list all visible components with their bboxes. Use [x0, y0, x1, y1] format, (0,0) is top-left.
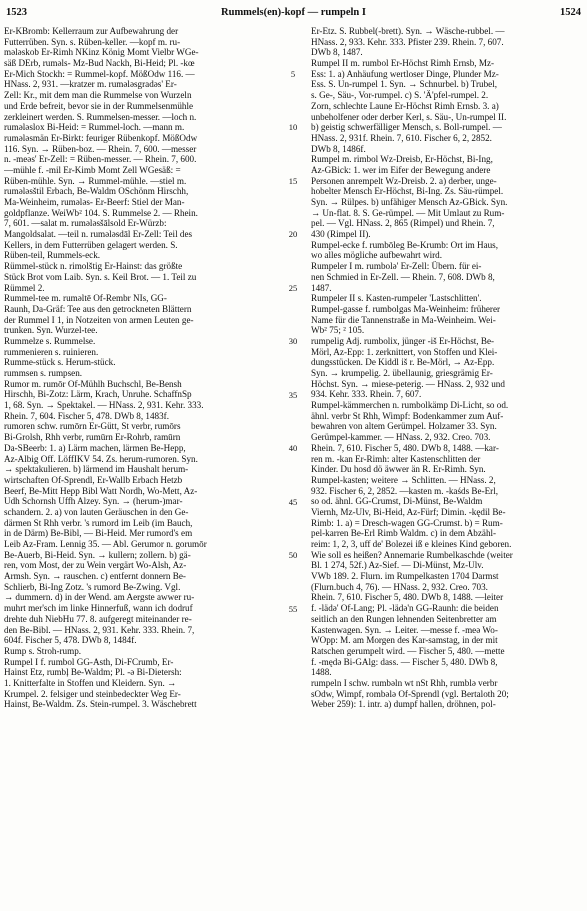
- text-line: Rüben-teil, Rummels-eck.: [4, 250, 101, 261]
- text-line: rumələslox Bi-Heid: = Rummel-loch. —mann m.: [4, 122, 185, 133]
- text-line: Rummel-tee m. ruməltē Of-Rembr NIs, GG-: [4, 293, 167, 304]
- text-line: Rhein. 7, 610. Fischer 5, 480. DWb 8, 1488. —kar-: [311, 442, 499, 453]
- text-line: WOpp: M. am Morgen des Kar-samstag, in der mit: [311, 635, 498, 646]
- text-line: Rhein. 7, 610. Fischer 5, 480. DWb 8, 1488. —leiter: [311, 592, 504, 603]
- text-line: Rumpeler I m. rumbolə' Er-Zell: Übern. für ei-: [311, 261, 482, 272]
- text-line: Ratschen gerumpelt wird. — Fischer 5, 480. —mette: [311, 645, 505, 656]
- text-line: DWb 8, 1486f.: [311, 143, 366, 154]
- left-page-number: 1523: [6, 7, 27, 18]
- text-line: Viernh, Mz-Ulv, Bi-Heid, Az-Fürf; Dimin. -kędil Be-: [311, 506, 506, 517]
- text-line: (Flurn.buch 4, 76). — HNass. 2, 932. Creo. 703.: [311, 581, 488, 592]
- text-line: schandern. 2. a) von lauten Geräuschen in den Ge-: [4, 506, 189, 517]
- text-line: den Be-Bibl. — HNass. 2, 931. Kehr. 333. Rhein. 7,: [4, 624, 195, 635]
- line-number: 5: [290, 68, 296, 79]
- text-line: Rummelze s. Rummelse.: [4, 335, 96, 346]
- text-line: Mangoldsalat. —teil n. rumələsdāl Er-Zell: Teil des: [4, 229, 193, 240]
- text-line: trunken. Syn. Wurzel-tee.: [4, 325, 98, 336]
- text-line: 1487.: [311, 282, 332, 293]
- text-line: ähnl. verbr St Rhh, Wimpf: Bodenkammer zum Auf-: [311, 410, 504, 421]
- text-line: —mühle f. -mil Er-Kimb Momt Zell WGesäß: =: [4, 164, 181, 175]
- text-line: Az-GBick: 1. wer im Eifer der Bewegung andere: [311, 164, 491, 175]
- text-line: Weber 259): 1. intr. a) dumpf hallen, dröhnen, pol-: [311, 699, 496, 710]
- text-line: wirtschaften Of-Sprendl, Er-Wallb Erbach Hetzb: [4, 474, 183, 485]
- text-line: mələskob Er-Rimh NKinz König Momt Vielbr WGe-: [4, 47, 199, 58]
- left-column: [4, 26, 276, 710]
- text-line: 1488.: [311, 667, 332, 678]
- text-line: Ess: 1. a) Anhäufung wertloser Dinge, Plunder Mz-: [311, 68, 499, 79]
- text-line: Rhein. 7, 604. Fischer 5, 478. DWb 8, 1483f.: [4, 410, 169, 421]
- text-line: Rumpel-kämmerchen n. rumbolkämp Di-Licht, so od.: [311, 400, 509, 411]
- text-line: DWb 8, 1487.: [311, 47, 363, 58]
- text-line: hobelter Mensch Er-Höchst, Bi-Ing. Zs. Säu-rümpel.: [311, 186, 504, 197]
- line-number: 55: [288, 603, 298, 614]
- text-line: rumpeln I schw. rumbəln wt nSt Rhh, rumblə verbr: [311, 677, 498, 688]
- text-line: Personen anrempelt Wz-Dreisb. 2. a) derber, unge-: [311, 175, 497, 186]
- line-number: 35: [288, 389, 298, 400]
- text-line: Rümmel 2.: [4, 282, 45, 293]
- text-line: Rümmel-stück n. rimolštig Er-Hainst: das größte: [4, 261, 183, 272]
- text-line: Mörl, Az-Epp: 1. zerknittert, von Stoffen und Klei-: [311, 346, 498, 357]
- text-line: so od. ähnl. GG-Crumst, Di-Münst, Be-Waldm: [311, 496, 483, 507]
- text-line: rumoren schw. rumōrn Er-Gütt, St verbr, rumōrs: [4, 421, 181, 432]
- text-line: Höchst. Syn. → miese-peterig. — HNass. 2, 932 und: [311, 378, 505, 389]
- text-line: Kinder. Du hosd dö äwwer än R. Er-Rimh. Syn.: [311, 464, 486, 475]
- text-line: Rumpeler II s. Kasten-rumpeler 'Lastschlitten'.: [311, 293, 482, 304]
- text-line: 7, 601. —salat m. rumələsšālsold Er-Würzb:: [4, 218, 167, 229]
- line-number: 30: [288, 336, 298, 347]
- text-line: in de Därm) Be-Bibl, — Bi-Heid. Mer rumord's em: [4, 528, 193, 539]
- text-line: Rimb: 1. a) = Dresch-wagen GG-Crumst. b) = Rum-: [311, 517, 503, 528]
- text-line: Be-Auerb, Bi-Heid. Syn. → kullern; zollern. b) gä-: [4, 549, 191, 560]
- text-line: Syn. → Rülpes. b) unfähiger Mensch Az-GBick. Syn.: [311, 197, 508, 207]
- text-line: Rumpel-gasse f. rumbolgas Ma-Weinheim: früherer: [311, 303, 501, 314]
- right-page-number: 1524: [560, 7, 581, 18]
- line-number: 50: [288, 550, 298, 561]
- text-line: Raunh, Da-Gräf: Tee aus den getrockneten Blättern: [4, 303, 192, 314]
- text-line: Rüben-mühle. Syn. → Rummel-mühle. —stiel m.: [4, 175, 187, 186]
- text-line: 932. Fischer 6, 2, 2852. —kasten m. -kaśds Be-Erl,: [311, 485, 499, 496]
- text-line: Rumpel m. rimbol Wz-Dreisb, Er-Höchst, Bi-Ing,: [311, 154, 493, 165]
- text-line: nen Schmied in Er-Zell. — Rhein. 7, 608. DWb 8,: [311, 271, 495, 282]
- text-line: HNass. 2, 933. Kehr. 333. Pfister 239. Rhein. 7, 607.: [311, 36, 504, 47]
- line-number: 40: [288, 443, 298, 454]
- text-line: s. Ge-, Säu-, Vor-rumpel. c) S. 'Ä'pfel-rumpel. 2.: [311, 90, 489, 101]
- text-line: Udh Schornsh Uffh Alzey. Syn. → (herum-)mar-: [4, 496, 183, 507]
- text-line: HNass. 2, 931f. Rhein. 7, 610. Fischer 6, 2, 2852.: [311, 132, 492, 143]
- text-line: pel. — Vgl. HNass. 2, 865 (Rimpel) und Rhein. 7,: [311, 218, 495, 229]
- text-line: sOdw, Wimpf, rombələ Of-Sprendl (vgl. Bertaloth 20;: [311, 688, 509, 699]
- text-line: Hainst Etz, rumbļ Be-Waldm; Pl. -ə Bi-Dietersh:: [4, 667, 182, 678]
- text-line: rumələsmän Er-Birkt: feuriger Rübenkopf. MößOdw: [4, 132, 198, 143]
- text-line: 430 (Rimpel II).: [311, 229, 371, 240]
- text-line: Ma-Weinheim, rumələs- Er-Beerf: Stiel der Man-: [4, 197, 185, 207]
- text-line: → spektakulieren. b) lärmend im Haushalt herum-: [4, 464, 189, 475]
- text-line: därmen St Rhh verbr. 's rumord im Leib (im Bauch,: [4, 517, 193, 528]
- text-line: Zorn, schlechte Laune Er-Höchst Rimh Ernsb. 3. a): [311, 100, 499, 111]
- text-line: Wie soll es heißen? Annemarie Rumbelkaschde (weiter: [311, 549, 513, 560]
- text-line: 604f. Fischer 5, 478. DWb 8, 1484f.: [4, 635, 137, 646]
- text-line: unbeholfener oder derber Kerl, s. Säu-, Un-rumpel II.: [311, 111, 507, 122]
- text-line: HNass. 2, 931. —kratzer m. rumələsgradəs' Er-: [4, 79, 177, 90]
- text-line: Bi-Grolsh, Rhh verbr, rumūrn Er-Rohrb, ramūrn: [4, 432, 181, 443]
- line-number: 45: [288, 496, 298, 507]
- text-line: rummenieren s. ruinieren.: [4, 346, 99, 357]
- text-line: Er-Etz. S. Rubbel(-brett). Syn. → Wäsche-rubbel. —: [311, 26, 505, 36]
- right-column: [311, 26, 583, 710]
- text-line: drehte duh NiebHu 77. 8. aufgeregt miteinander re-: [4, 613, 192, 624]
- running-header: [6, 7, 581, 21]
- text-line: Er-KBromb: Kellerraum zur Aufbewahrung der: [4, 26, 179, 36]
- text-line: Rumpel II m. rumbol Er-Höchst Rimh Ernsb, Mz-: [311, 58, 495, 69]
- text-line: 1. Knitterfalte in Stoffen und Kleidern. Syn. →: [4, 677, 177, 688]
- text-line: Er-Mich Stockh: = Rummel-kopf. MößOdw 116. —: [4, 68, 195, 79]
- text-line: → Un-flat. 8. S. Ge-rümpel. — Mit Umlaut zu Rum-: [311, 207, 505, 218]
- text-line: Rumme-stück s. Herum-stück.: [4, 357, 116, 368]
- text-line: Az-Albig Off. LöffIKV 54. Zs. herum-rumoren. Syn.: [4, 453, 198, 464]
- text-line: seitlich an den Rungen lehnenden Seitenbretter am: [311, 613, 497, 624]
- line-number: 20: [288, 229, 298, 240]
- text-line: VWb 189. 2. Flurn. im Rumpelkasten 1704 Darmst: [311, 571, 499, 582]
- text-line: Rumor m. rumōr Of-Mühlh Buchschl, Be-Bensh: [4, 378, 182, 389]
- text-line: 934. Kehr. 333. Rhein. 7, 607.: [311, 389, 422, 400]
- text-line: Futterrüben. Syn. s. Rüben-keller. —kopf m. ru-: [4, 36, 181, 47]
- text-line: Syn. → krumpelig. 2. übellaunig, griesgrämig Er-: [311, 368, 493, 378]
- text-line: Wb² 75; ² 105.: [311, 325, 365, 336]
- text-line: Zell: Kr., mit dem man die Rummelse von Wurzeln: [4, 90, 192, 101]
- text-line: Rumpel I f. rumbol GG-Asth, Di-FCrumb, Er-: [4, 656, 174, 667]
- text-line: 1, 68. Syn. → Spektakel. — HNass. 2, 931. Kehr. 333.: [4, 400, 204, 411]
- text-line: Da-SBeerb: 1. a) Lärm machen, lärmen Be-Hepp,: [4, 442, 186, 453]
- text-line: Krumpel. 2. felsiger und steinbedeckter Weg Er-: [4, 688, 181, 699]
- text-line: säß DErb, ruməls- Mz-Bud Nackh, Bi-Heid; Pl. -kœ: [4, 58, 195, 69]
- text-line: wo alles mögliche aufbewahrt wird.: [311, 250, 443, 261]
- text-line: reim: 1, 2, 3, uff de' Bolezei iß e kleines Kind geboren.: [311, 539, 512, 549]
- text-line: Beerf, Be-Mitt Hepp Bibl Watt Nordh, Wo-Mett, Az-: [4, 485, 198, 496]
- text-line: rumpelig Adj. rumbolix, jünger -iš Er-Höchst, Be-: [311, 335, 495, 346]
- text-line: Kastenwagen. Syn. → Leiter. —messe f. -meə Wo-: [311, 624, 498, 635]
- line-number: 25: [288, 282, 298, 293]
- line-number: 15: [288, 175, 298, 186]
- text-line: ren m. -kan Er-Rimh: alter Kastenschlitten der: [311, 453, 481, 464]
- text-line: der Rummel I 1, in Notzeiten von armen Leuten ge-: [4, 314, 194, 325]
- text-line: Rump s. Stroh-rump.: [4, 645, 82, 656]
- text-line: n. -meəs' Er-Zell: = Rüben-messer. — Rhein. 7, 600.: [4, 154, 197, 165]
- text-line: → dummern. d) in der Wend. am Aergste awwer ru-: [4, 592, 195, 603]
- text-line: Rumpel-kasten; weitere → Schlitten. — HNass. 2,: [311, 474, 496, 485]
- text-line: ren, vom Most, der zu Wein vergärt Wo-Alsh, Az-: [4, 560, 187, 571]
- text-line: Rumpel-ecke f. rumbōleg Be-Krumb: Ort im Haus,: [311, 239, 499, 250]
- text-line: Bl. 1 274, 52f.) Az-Sief. — Di-Münst, Mz-Ulv.: [311, 560, 484, 571]
- text-line: b) geistig schwerfälliger Mensch, s. Boll-rumpel. —: [311, 122, 502, 133]
- text-line: bewahren von altem Gerümpel. Holzamer 33. Syn.: [311, 421, 497, 432]
- header-title: Rummels(en)-kopf — rumpeln I: [221, 7, 366, 18]
- text-line: Kellers, in dem Futterrüben gelagert werden. S.: [4, 239, 178, 250]
- text-line: Armsh. Syn. → rauschen. c) entfernt donnern Be-: [4, 571, 186, 582]
- text-line: 116. Syn. → Rüben-boz. — Rhein. 7, 600. —messer: [4, 143, 197, 154]
- line-number: 10: [288, 122, 298, 133]
- text-line: muhrt mer'sch im linke Hinnerfuß, wann ich dodruf: [4, 603, 193, 614]
- text-line: f. -mędə Bi-GAlg: dass. — Fischer 5, 480. DWb 8,: [311, 656, 498, 667]
- text-line: f. -lädə' Of-Lang; Pl. -lädə'n GG-Raunh: die beiden: [311, 603, 499, 614]
- text-line: rummsen s. rumpsen.: [4, 368, 83, 378]
- text-line: zerkleinert werden. S. Rummelsen-messer. —loch n.: [4, 111, 197, 122]
- text-line: Leib Az-Fram. Lennig 35. — Abl. Gerumor n. gorumōr: [4, 539, 207, 549]
- text-line: rumələsštil Erbach, Be-Waldm OSchönm Hirschh,: [4, 186, 189, 197]
- text-line: und Erde befreit, bevor sie in der Rummelsenmühle: [4, 100, 194, 111]
- text-line: Schlierb, Bi-Ing Zotz. 's rumord Be-Zwing. Vgl.: [4, 581, 181, 592]
- text-line: Hainst, Be-Waldm. Zs. Stein-rumpel. 3. Wäschebrett: [4, 699, 197, 710]
- text-line: Hirschh, Bi-Zotz: Lärm, Krach, Unruhe. SchaffnSp: [4, 389, 192, 400]
- text-line: Gerümpel-kammer. — HNass. 2, 932. Creo. 703.: [311, 432, 491, 443]
- text-line: pel-karren Be-Erl Rimb Waldm. c) in dem Abzähl-: [311, 528, 497, 539]
- text-line: Ess. S. Un-rumpel 1. Syn. → Schnurbel. b) Trubel,: [311, 79, 498, 90]
- text-line: Stück Brot vom Laib. Syn. s. Keil Brot. — 1. Teil zu: [4, 271, 197, 282]
- text-line: dungsstücken. De Kiddl iš r. Be-Mörl, → Az-Epp.: [311, 357, 495, 368]
- text-line: Name für die Tannenstraße in Ma-Weinheim. Wei-: [311, 314, 496, 325]
- text-line: goldpflanze. WeiWb² 104. S. Rummelse 2. — Rhein.: [4, 207, 198, 218]
